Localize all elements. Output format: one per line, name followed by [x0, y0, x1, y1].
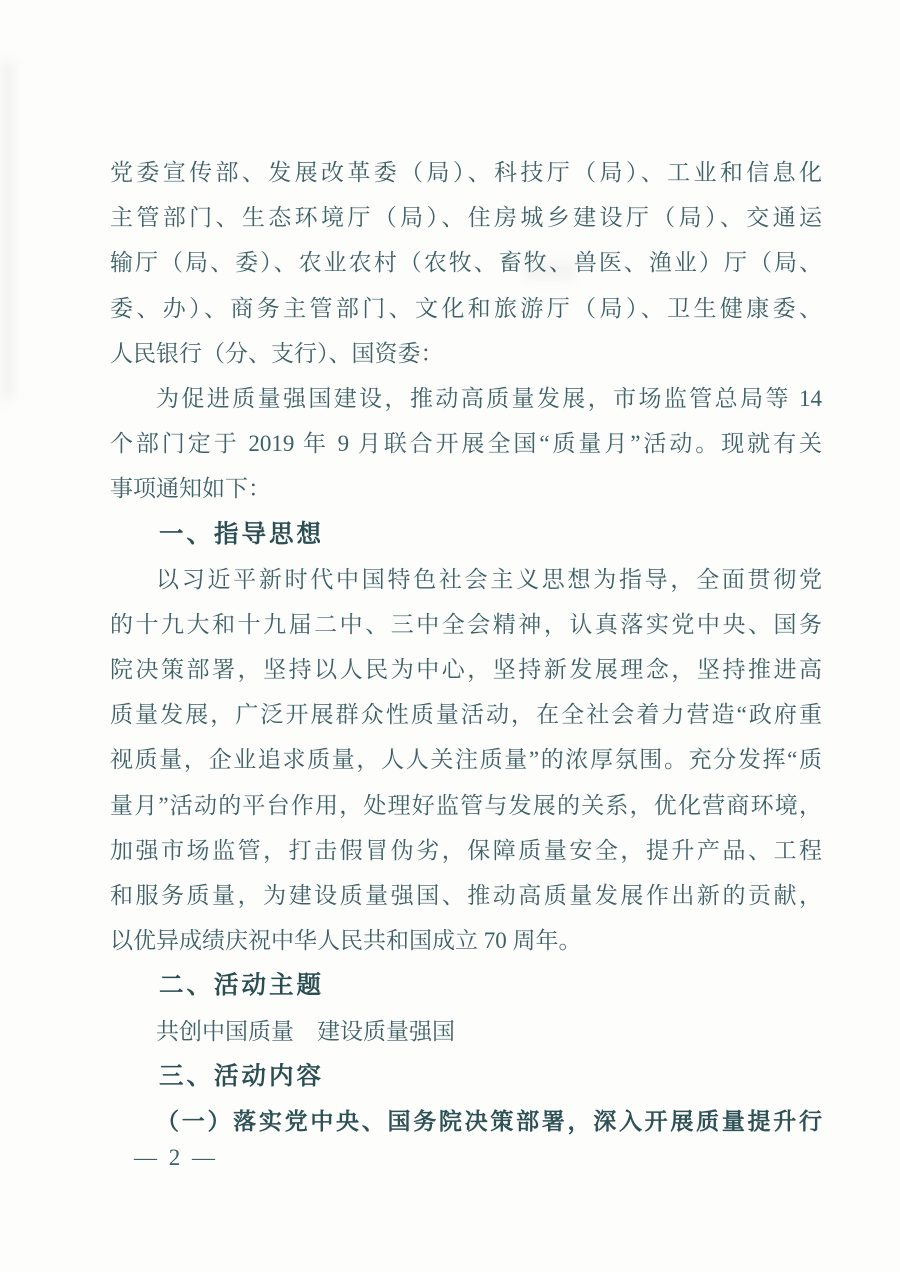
section-1-body-line: 院决策部署，坚持以人民为中心，坚持新发展理念，坚持推进高: [110, 657, 822, 683]
section-2-heading: 二、活动主题: [159, 972, 324, 1000]
section-2-theme: 共创中国质量 建设质量强国: [156, 1018, 455, 1044]
addressee-line: 人民银行（分、支行）、国资委：: [110, 340, 444, 366]
intro-paragraph-line: 个部门定于 2019 年 9 月联合开展全国“质量月”活动。现就有关: [110, 431, 822, 457]
section-1-body-line: 量月”活动的平台作用，处理好监管与发展的关系，优化营商环境，: [110, 792, 822, 818]
section-1-heading: 一、指导思想: [159, 520, 324, 548]
page-number: — 2 —: [134, 1145, 218, 1170]
addressee-line: 主管部门、生态环境厅（局）、住房城乡建设厅（局）、交通运: [110, 205, 822, 231]
addressee-line: 党委宣传部、发展改革委（局）、科技厅（局）、工业和信息化: [110, 160, 822, 185]
section-1-body-line: 质量发展，广泛开展群众性质量活动，在全社会着力营造“政府重: [110, 702, 822, 728]
section-1-body-line: 视质量，企业追求质量，人人关注质量”的浓厚氛围。充分发挥“质: [110, 747, 822, 773]
section-1-body-line: 加强市场监管，打击假冒伪劣，保障质量安全，提升产品、工程: [110, 837, 822, 863]
document-text-block: [110, 150, 822, 1144]
addressee-line: 委、办）、商务主管部门、文化和旅游厅（局）、卫生健康委、: [110, 295, 822, 321]
section-1-body-line: 以优异成绩庆祝中华人民共和国成立 70 周年。: [110, 928, 582, 954]
section-3-item-line: （一）落实党中央、国务院决策部署，深入开展质量提升行: [156, 1108, 822, 1134]
section-1-body-line: 以习近平新时代中国特色社会主义思想为指导，全面贯彻党: [156, 566, 822, 592]
section-1-body-line: 和服务质量，为建设质量强国、推动高质量发展作出新的贡献，: [110, 883, 822, 908]
addressee-line: 输厅（局、委）、农业农村（农牧、畜牧、兽医、渔业）厅（局、: [110, 250, 822, 276]
intro-paragraph-line: 为促进质量强国建设，推动高质量发展，市场监管总局等 14: [156, 385, 822, 411]
section-3-heading: 三、活动内容: [159, 1062, 324, 1090]
scan-artifact: [0, 60, 14, 400]
intro-paragraph-line: 事项通知如下：: [110, 476, 271, 502]
section-1-body-line: 的十九大和十九届二中、三中全会精神，认真落实党中央、国务: [110, 611, 822, 637]
